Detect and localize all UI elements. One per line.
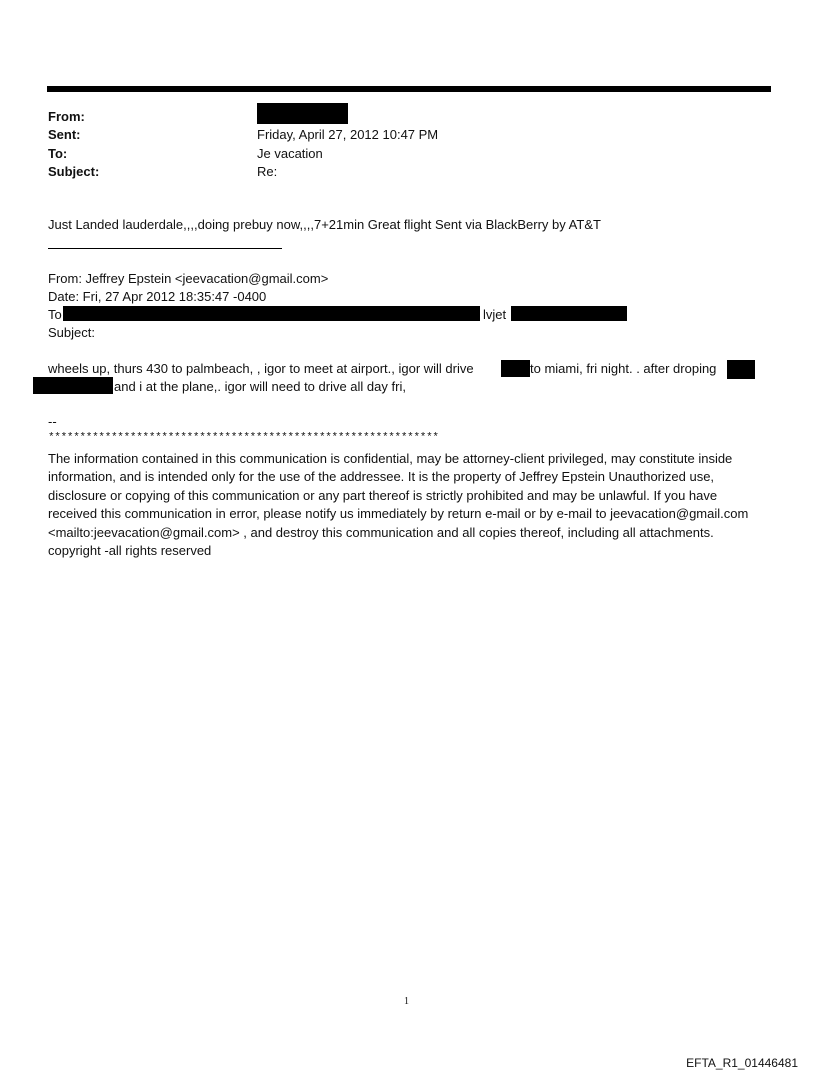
quoted-to-mid: lvjet xyxy=(483,307,507,322)
quoted-from: From: Jeffrey Epstein <jeevacation@gmail.com> xyxy=(48,271,329,286)
redacted-inline-1 xyxy=(501,360,530,377)
quoted-line-1a: wheels up, thurs 430 to palmbeach, , igor to meet at airport., igor will drive xyxy=(48,361,474,376)
redacted-to-1 xyxy=(63,306,480,321)
quoted-date: Date: Fri, 27 Apr 2012 18:35:47 -0400 xyxy=(48,289,267,304)
quoted-line-2a: and i at the plane,. igor will need to drive all day fri, xyxy=(114,379,406,394)
redacted-inline-3 xyxy=(33,377,113,394)
redacted-from xyxy=(257,103,348,124)
sent-value: Friday, April 27, 2012 10:47 PM xyxy=(257,127,439,142)
subject-label: Subject: xyxy=(48,164,100,179)
reply-separator xyxy=(48,248,282,249)
to-label: To: xyxy=(48,146,68,161)
from-label: From: xyxy=(48,109,85,124)
redacted-to-2 xyxy=(511,306,627,321)
sent-label: Sent: xyxy=(48,127,81,142)
signature-dash: -- xyxy=(48,414,57,429)
disclaimer-paragraph: The information contained in this communication is confidential, may be attorney-client privileged, may constitute inside information, and is intended only for the use of the addressee. It is the property of Jeffrey Epstein Unauthorized use, disclosure or copying of this communication or any part thereof is strictly prohibited and may be unlawful. If you have received this communication in error, please notify us immediately by return e-mail or by e-mail to jeevacation@gmail.com <mailto:jeevacation@gmail.com> , and destroy this communication and all copies thereof, including all attachments. copyright -all rights reserved xyxy=(48,451,749,559)
quoted-subject: Subject: xyxy=(48,325,95,340)
quoted-line-1b: to miami, fri night. . after droping xyxy=(530,361,717,376)
subject-value: Re: xyxy=(257,164,278,179)
to-value: Je vacation xyxy=(257,146,323,161)
redacted-inline-2 xyxy=(727,360,755,379)
header-rule xyxy=(47,86,771,92)
document-id: EFTA_R1_01446481 xyxy=(686,1056,798,1070)
page-number: 1 xyxy=(404,996,409,1007)
message-body: Just Landed lauderdale,,,,doing prebuy now,,,,7+21min Great flight Sent via BlackBerry by AT&T xyxy=(48,217,601,232)
signature-stars: ************************************************************** xyxy=(48,432,439,444)
quoted-to-prefix: To xyxy=(48,307,62,322)
